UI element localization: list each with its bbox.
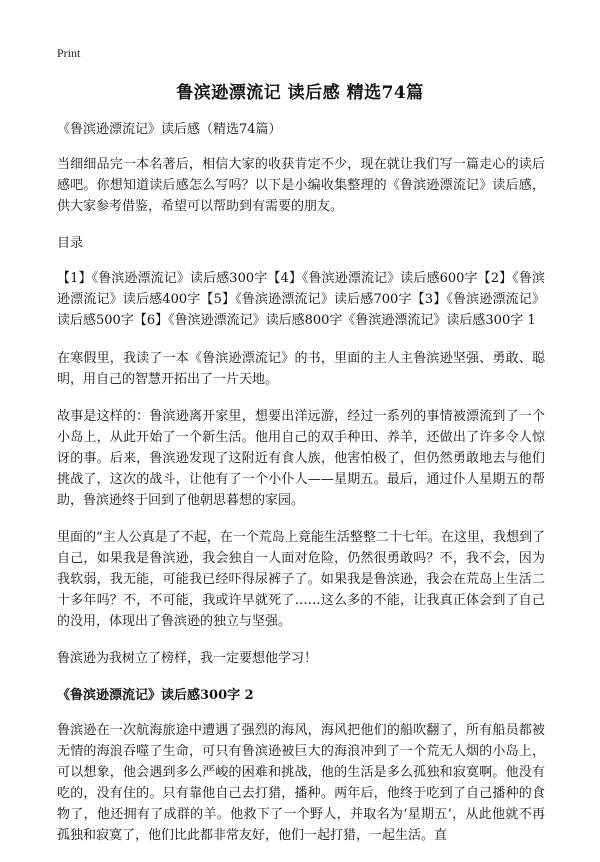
paragraph-4: 鲁滨逊为我树立了榜样，我一定要想他学习！ [57,651,318,666]
paragraph-2: 故事是这样的：鲁滨逊离开家里，想要出洋远游，经过一系列的事情被漂流到了一个小岛上，从此开始了一个新生活。他用自己的双手种田、养羊，还做出了许多令人惊讶的事。后来，鲁滨逊发现了这附近有食人族，他害怕极了，但仍然勇敢地去与他们挑战了，这次的战斗，让他有了一个小仆人——星期五。最后，通过仆人星期五的帮助，鲁滨逊终于回到了他朝思暮想的家园。 [57,409,545,508]
section-2-heading: 《鲁滨逊漂流记》读后感300字 2 [57,688,254,703]
document-body [57,119,545,862]
document-title: 鲁滨逊漂流记 读后感 精选74篇 [176,83,424,103]
paragraph-5: 鲁滨逊在一次航海旅途中遭遇了强烈的海风，海风把他们的船吹翻了，所有船员都被无情的海浪吞噬了生命，可只有鲁滨逊被巨大的海浪冲到了一个荒无人烟的小岛上，可以想象，他会遇到多么严峻的困难和挑战，他的生活是多么孤独和寂寞啊。他没有吃的，没有住的。只有靠他自己去打猎，播种。两年后，他终于吃到了自己播种的食物了，他还拥有了成群的羊。他救下了一个野人，并取名为‘星期五’，从此他就不再孤独和寂寞了，他们比此都非常友好，他们一起打猎，一起生活。直 [57,723,545,843]
paragraph-1: 在寒假里，我读了一本《鲁滨逊漂流记》的书，里面的主人主鲁滨逊坚强、勇敢、聪明，用自己的智慧开拓出了一片天地。 [57,351,545,387]
document-subtitle: 《鲁滨逊漂流记》读后感（精选74篇） [57,122,282,137]
print-label: Print [57,46,81,60]
toc-label: 目录 [57,236,84,251]
table-of-contents: 【1】《鲁滨逊漂流记》读后感300字【4】《鲁滨逊漂流记》读后感600字【2】《鲁滨逊漂流记》读后感400字【5】《鲁滨逊漂流记》读后感700字【3】《鲁滨逊漂流记》读后感500字【6】《鲁滨逊漂流记》读后感800字《鲁滨逊漂流记》读后感300字 1 [57,271,545,328]
paragraph-3: 里面的“主人公真是了不起，在一个荒岛上竟能生活整整二十七年。在这里，我想到了自己，如果我是鲁滨逊，我会独自一人面对危险，仍然很勇敢吗？不，我不会，因为我软弱，我无能，可能我已经吓得尿裤子了。如果我是鲁滨逊，我会在荒岛上生活二十多年吗？不，不可能，我或许早就死了……这么多的不能，让我真正体会到了自己的没用，体现出了鲁滨逊的独立与坚强。 [57,530,545,629]
intro-paragraph: 当细细品完一本名著后，相信大家的收获肯定不少，现在就让我们写一篇走心的读后感吧。你想知道读后感怎么写吗？以下是小编收集整理的《鲁滨逊漂流记》读后感，供大家参考借鉴，希望可以帮助到有需要的朋友。 [57,157,545,214]
